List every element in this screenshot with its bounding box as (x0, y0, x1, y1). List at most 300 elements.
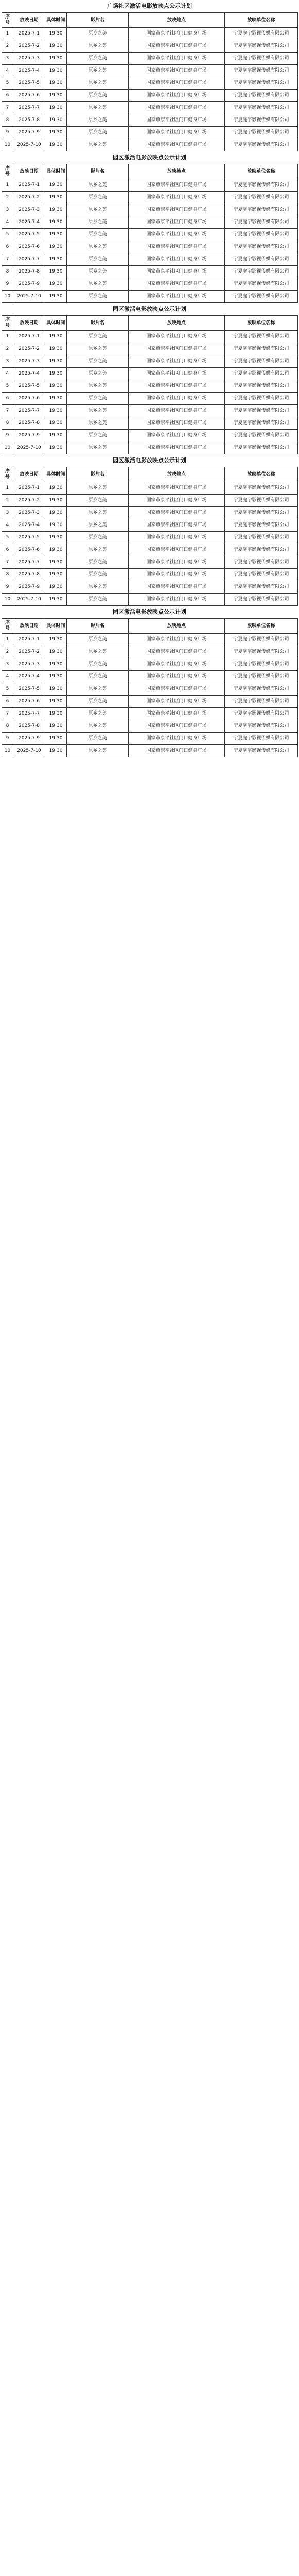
section-title: 广场社区激活电影放映点公示计划 (107, 3, 192, 9)
cell-time: 19:30 (45, 683, 67, 696)
cell-film: 原乡之美 (67, 192, 129, 204)
cell-time: 19:30 (45, 192, 67, 204)
cell-no: 6 (2, 544, 13, 556)
cell-time: 19:30 (45, 671, 67, 683)
cell-no: 7 (2, 102, 13, 114)
cell-unit: 宁夏庭宇影视传媒有限公司 (225, 720, 298, 733)
cell-place: 国家市康平社区门口健身广场 (129, 204, 225, 216)
column-header-place: 放映地点 (129, 13, 225, 28)
cell-time: 19:30 (45, 594, 67, 606)
table-row (2, 720, 298, 733)
table-row (2, 634, 298, 646)
schedule-table (2, 12, 298, 151)
cell-time: 19:30 (45, 745, 67, 757)
cell-place: 国家市康平社区门口健身广场 (129, 278, 225, 291)
cell-time: 19:30 (45, 216, 67, 229)
cell-place: 国家市康平社区门口健身广场 (129, 532, 225, 544)
cell-time: 19:30 (45, 519, 67, 532)
table-row (2, 708, 298, 720)
cell-no: 5 (2, 532, 13, 544)
cell-no: 4 (2, 368, 13, 380)
table-row (2, 179, 298, 192)
cell-film: 原乡之美 (67, 405, 129, 417)
column-header-film: 影片名 (67, 164, 129, 179)
cell-no: 8 (2, 720, 13, 733)
cell-film: 原乡之美 (67, 507, 129, 519)
cell-time: 19:30 (45, 266, 67, 278)
cell-place: 国家市康平社区门口健身广场 (129, 102, 225, 114)
column-header-place: 放映地点 (129, 467, 225, 482)
table-row (2, 114, 298, 127)
cell-time: 19:30 (45, 40, 67, 53)
cell-film: 原乡之美 (67, 671, 129, 683)
table-row (2, 495, 298, 507)
cell-no: 4 (2, 216, 13, 229)
cell-time: 19:30 (45, 581, 67, 594)
cell-no: 7 (2, 253, 13, 266)
cell-place: 国家市康平社区门口健身广场 (129, 696, 225, 708)
table-row (2, 532, 298, 544)
cell-date: 2025-7-5 (13, 532, 45, 544)
cell-film: 原乡之美 (67, 266, 129, 278)
table-row (2, 482, 298, 495)
cell-place: 国家市康平社区门口健身广场 (129, 417, 225, 430)
table-row (2, 556, 298, 569)
cell-film: 原乡之美 (67, 532, 129, 544)
cell-unit: 宁夏庭宇影视传媒有限公司 (225, 90, 298, 102)
table-row (2, 683, 298, 696)
cell-date: 2025-7-1 (13, 331, 45, 343)
cell-place: 国家市康平社区门口健身广场 (129, 28, 225, 40)
cell-no: 9 (2, 278, 13, 291)
cell-date: 2025-7-6 (13, 90, 45, 102)
schedule-table (2, 618, 298, 757)
cell-unit: 宁夏庭宇影视传媒有限公司 (225, 253, 298, 266)
cell-date: 2025-7-10 (13, 139, 45, 151)
table-row (2, 594, 298, 606)
table-row (2, 253, 298, 266)
cell-date: 2025-7-9 (13, 733, 45, 745)
cell-unit: 宁夏庭宇影视传媒有限公司 (225, 708, 298, 720)
column-header-time: 具体时间 (45, 164, 67, 179)
column-header-time: 具体时间 (45, 619, 67, 634)
cell-date: 2025-7-7 (13, 556, 45, 569)
cell-date: 2025-7-2 (13, 343, 45, 355)
cell-date: 2025-7-2 (13, 40, 45, 53)
cell-unit: 宁夏庭宇影视传媒有限公司 (225, 380, 298, 393)
column-header-film: 影片名 (67, 316, 129, 331)
cell-no: 4 (2, 65, 13, 77)
cell-date: 2025-7-4 (13, 519, 45, 532)
cell-place: 国家市康平社区门口健身广场 (129, 594, 225, 606)
column-header-date: 放映日期 (13, 619, 45, 634)
cell-place: 国家市康平社区门口健身广场 (129, 430, 225, 442)
cell-time: 19:30 (45, 380, 67, 393)
cell-place: 国家市康平社区门口健身广场 (129, 114, 225, 127)
column-header-no: 序号 (2, 13, 13, 28)
table-row (2, 519, 298, 532)
cell-no: 7 (2, 708, 13, 720)
cell-unit: 宁夏庭宇影视传媒有限公司 (225, 368, 298, 380)
cell-place: 国家市康平社区门口健身广场 (129, 139, 225, 151)
cell-place: 国家市康平社区门口健身广场 (129, 544, 225, 556)
table-row (2, 65, 298, 77)
cell-no: 3 (2, 355, 13, 368)
cell-date: 2025-7-1 (13, 179, 45, 192)
table-row (2, 291, 298, 303)
cell-place: 国家市康平社区门口健身广场 (129, 646, 225, 658)
cell-time: 19:30 (45, 442, 67, 454)
cell-no: 10 (2, 139, 13, 151)
cell-date: 2025-7-10 (13, 745, 45, 757)
cell-time: 19:30 (45, 179, 67, 192)
cell-time: 19:30 (45, 53, 67, 65)
cell-no: 2 (2, 495, 13, 507)
cell-no: 7 (2, 405, 13, 417)
cell-unit: 宁夏庭宇影视传媒有限公司 (225, 28, 298, 40)
cell-unit: 宁夏庭宇影视传媒有限公司 (225, 430, 298, 442)
cell-place: 国家市康平社区门口健身广场 (129, 90, 225, 102)
cell-no: 6 (2, 696, 13, 708)
cell-date: 2025-7-7 (13, 405, 45, 417)
cell-date: 2025-7-6 (13, 544, 45, 556)
cell-no: 3 (2, 507, 13, 519)
table-row (2, 216, 298, 229)
cell-date: 2025-7-5 (13, 77, 45, 90)
cell-time: 19:30 (45, 28, 67, 40)
cell-place: 国家市康平社区门口健身广场 (129, 216, 225, 229)
table-row (2, 192, 298, 204)
cell-film: 原乡之美 (67, 343, 129, 355)
cell-date: 2025-7-5 (13, 229, 45, 241)
table-header-row (2, 164, 298, 179)
cell-date: 2025-7-10 (13, 594, 45, 606)
cell-unit: 宁夏庭宇影视传媒有限公司 (225, 519, 298, 532)
cell-no: 7 (2, 556, 13, 569)
cell-unit: 宁夏庭宇影视传媒有限公司 (225, 393, 298, 405)
cell-date: 2025-7-9 (13, 430, 45, 442)
cell-time: 19:30 (45, 646, 67, 658)
cell-no: 4 (2, 671, 13, 683)
table-row (2, 569, 298, 581)
column-header-time: 具体时间 (45, 316, 67, 331)
cell-film: 原乡之美 (67, 77, 129, 90)
cell-time: 19:30 (45, 343, 67, 355)
cell-film: 原乡之美 (67, 102, 129, 114)
cell-date: 2025-7-6 (13, 393, 45, 405)
table-row (2, 102, 298, 114)
cell-place: 国家市康平社区门口健身广场 (129, 482, 225, 495)
cell-date: 2025-7-4 (13, 65, 45, 77)
table-header-row (2, 619, 298, 634)
cell-date: 2025-7-8 (13, 114, 45, 127)
column-header-unit: 放映单位名称 (225, 13, 298, 28)
cell-film: 原乡之美 (67, 745, 129, 757)
table-row (2, 405, 298, 417)
cell-date: 2025-7-3 (13, 355, 45, 368)
cell-place: 国家市康平社区门口健身广场 (129, 53, 225, 65)
table-row (2, 229, 298, 241)
cell-date: 2025-7-9 (13, 278, 45, 291)
column-header-place: 放映地点 (129, 619, 225, 634)
cell-unit: 宁夏庭宇影视传媒有限公司 (225, 40, 298, 53)
cell-date: 2025-7-10 (13, 291, 45, 303)
cell-place: 国家市康平社区门口健身广场 (129, 355, 225, 368)
cell-time: 19:30 (45, 569, 67, 581)
table-row (2, 266, 298, 278)
table-row (2, 442, 298, 454)
column-header-film: 影片名 (67, 13, 129, 28)
cell-no: 5 (2, 683, 13, 696)
table-row (2, 28, 298, 40)
cell-place: 国家市康平社区门口健身广场 (129, 442, 225, 454)
table-row (2, 127, 298, 139)
cell-place: 国家市康平社区门口健身广场 (129, 343, 225, 355)
cell-no: 10 (2, 594, 13, 606)
column-header-unit: 放映单位名称 (225, 316, 298, 331)
cell-unit: 宁夏庭宇影视传媒有限公司 (225, 266, 298, 278)
cell-film: 原乡之美 (67, 708, 129, 720)
cell-film: 原乡之美 (67, 556, 129, 569)
cell-unit: 宁夏庭宇影视传媒有限公司 (225, 229, 298, 241)
cell-time: 19:30 (45, 507, 67, 519)
cell-place: 国家市康平社区门口健身广场 (129, 581, 225, 594)
cell-no: 8 (2, 417, 13, 430)
cell-place: 国家市康平社区门口健身广场 (129, 266, 225, 278)
cell-date: 2025-7-8 (13, 266, 45, 278)
cell-date: 2025-7-3 (13, 658, 45, 671)
table-row (2, 331, 298, 343)
cell-place: 国家市康平社区门口健身广场 (129, 556, 225, 569)
table-row (2, 40, 298, 53)
cell-time: 19:30 (45, 77, 67, 90)
cell-unit: 宁夏庭宇影视传媒有限公司 (225, 507, 298, 519)
table-row (2, 343, 298, 355)
cell-no: 6 (2, 241, 13, 253)
cell-unit: 宁夏庭宇影视传媒有限公司 (225, 745, 298, 757)
cell-date: 2025-7-6 (13, 696, 45, 708)
cell-time: 19:30 (45, 556, 67, 569)
cell-no: 9 (2, 430, 13, 442)
cell-unit: 宁夏庭宇影视传媒有限公司 (225, 241, 298, 253)
cell-date: 2025-7-8 (13, 720, 45, 733)
cell-no: 1 (2, 179, 13, 192)
cell-date: 2025-7-10 (13, 442, 45, 454)
cell-place: 国家市康平社区门口健身广场 (129, 569, 225, 581)
schedule-table (2, 164, 298, 303)
cell-place: 国家市康平社区门口健身广场 (129, 291, 225, 303)
cell-film: 原乡之美 (67, 733, 129, 745)
cell-unit: 宁夏庭宇影视传媒有限公司 (225, 696, 298, 708)
column-header-no: 序号 (2, 619, 13, 634)
cell-no: 10 (2, 291, 13, 303)
cell-film: 原乡之美 (67, 519, 129, 532)
cell-date: 2025-7-3 (13, 507, 45, 519)
cell-film: 原乡之美 (67, 127, 129, 139)
table-row (2, 646, 298, 658)
cell-no: 5 (2, 229, 13, 241)
cell-place: 国家市康平社区门口健身广场 (129, 40, 225, 53)
cell-no: 6 (2, 90, 13, 102)
cell-unit: 宁夏庭宇影视传媒有限公司 (225, 204, 298, 216)
table-row (2, 745, 298, 757)
column-header-film: 影片名 (67, 619, 129, 634)
cell-no: 3 (2, 204, 13, 216)
table-row (2, 544, 298, 556)
cell-time: 19:30 (45, 634, 67, 646)
cell-date: 2025-7-2 (13, 495, 45, 507)
cell-no: 4 (2, 519, 13, 532)
cell-place: 国家市康平社区门口健身广场 (129, 634, 225, 646)
table-row (2, 204, 298, 216)
cell-no: 9 (2, 733, 13, 745)
table-row (2, 658, 298, 671)
table-row (2, 355, 298, 368)
cell-place: 国家市康平社区门口健身广场 (129, 745, 225, 757)
cell-unit: 宁夏庭宇影视传媒有限公司 (225, 671, 298, 683)
cell-time: 19:30 (45, 482, 67, 495)
cell-film: 原乡之美 (67, 331, 129, 343)
table-row (2, 53, 298, 65)
cell-place: 国家市康平社区门口健身广场 (129, 368, 225, 380)
cell-film: 原乡之美 (67, 355, 129, 368)
cell-time: 19:30 (45, 430, 67, 442)
cell-time: 19:30 (45, 393, 67, 405)
cell-film: 原乡之美 (67, 40, 129, 53)
column-header-place: 放映地点 (129, 164, 225, 179)
cell-place: 国家市康平社区门口健身广场 (129, 229, 225, 241)
cell-place: 国家市康平社区门口健身广场 (129, 683, 225, 696)
table-row (2, 368, 298, 380)
cell-no: 9 (2, 127, 13, 139)
cell-place: 国家市康平社区门口健身广场 (129, 671, 225, 683)
cell-place: 国家市康平社区门口健身广场 (129, 405, 225, 417)
cell-date: 2025-7-7 (13, 102, 45, 114)
column-header-unit: 放映单位名称 (225, 467, 298, 482)
cell-time: 19:30 (45, 355, 67, 368)
table-row (2, 380, 298, 393)
cell-place: 国家市康平社区门口健身广场 (129, 720, 225, 733)
table-row (2, 278, 298, 291)
cell-date: 2025-7-2 (13, 646, 45, 658)
cell-film: 原乡之美 (67, 65, 129, 77)
cell-no: 1 (2, 634, 13, 646)
schedule-table (2, 315, 298, 454)
cell-film: 原乡之美 (67, 368, 129, 380)
column-header-no: 序号 (2, 467, 13, 482)
cell-unit: 宁夏庭宇影视传媒有限公司 (225, 581, 298, 594)
cell-date: 2025-7-4 (13, 216, 45, 229)
cell-time: 19:30 (45, 114, 67, 127)
cell-time: 19:30 (45, 278, 67, 291)
cell-time: 19:30 (45, 127, 67, 139)
table-row (2, 430, 298, 442)
cell-no: 3 (2, 658, 13, 671)
cell-film: 原乡之美 (67, 53, 129, 65)
cell-film: 原乡之美 (67, 241, 129, 253)
cell-unit: 宁夏庭宇影视传媒有限公司 (225, 634, 298, 646)
cell-place: 国家市康平社区门口健身广场 (129, 658, 225, 671)
cell-time: 19:30 (45, 331, 67, 343)
cell-place: 国家市康平社区门口健身广场 (129, 65, 225, 77)
cell-no: 8 (2, 266, 13, 278)
cell-date: 2025-7-7 (13, 253, 45, 266)
column-header-no: 序号 (2, 316, 13, 331)
cell-film: 原乡之美 (67, 495, 129, 507)
cell-unit: 宁夏庭宇影视传媒有限公司 (225, 216, 298, 229)
cell-time: 19:30 (45, 368, 67, 380)
cell-date: 2025-7-9 (13, 581, 45, 594)
cell-unit: 宁夏庭宇影视传媒有限公司 (225, 683, 298, 696)
cell-unit: 宁夏庭宇影视传媒有限公司 (225, 355, 298, 368)
cell-date: 2025-7-9 (13, 127, 45, 139)
cell-time: 19:30 (45, 544, 67, 556)
cell-film: 原乡之美 (67, 380, 129, 393)
table-row (2, 77, 298, 90)
table-header-row (2, 467, 298, 482)
table-row (2, 581, 298, 594)
cell-time: 19:30 (45, 65, 67, 77)
cell-date: 2025-7-1 (13, 634, 45, 646)
document-page (0, 0, 299, 757)
cell-place: 国家市康平社区门口健身广场 (129, 507, 225, 519)
cell-time: 19:30 (45, 405, 67, 417)
cell-date: 2025-7-8 (13, 417, 45, 430)
cell-time: 19:30 (45, 733, 67, 745)
cell-date: 2025-7-5 (13, 683, 45, 696)
cell-time: 19:30 (45, 658, 67, 671)
cell-unit: 宁夏庭宇影视传媒有限公司 (225, 495, 298, 507)
cell-no: 1 (2, 482, 13, 495)
cell-unit: 宁夏庭宇影视传媒有限公司 (225, 417, 298, 430)
cell-date: 2025-7-3 (13, 204, 45, 216)
schedule-table (2, 467, 298, 606)
cell-no: 5 (2, 77, 13, 90)
column-header-unit: 放映单位名称 (225, 619, 298, 634)
column-header-unit: 放映单位名称 (225, 164, 298, 179)
cell-film: 原乡之美 (67, 482, 129, 495)
cell-place: 国家市康平社区门口健身广场 (129, 192, 225, 204)
cell-time: 19:30 (45, 532, 67, 544)
cell-place: 国家市康平社区门口健身广场 (129, 179, 225, 192)
cell-time: 19:30 (45, 708, 67, 720)
cell-place: 国家市康平社区门口健身广场 (129, 393, 225, 405)
cell-film: 原乡之美 (67, 634, 129, 646)
cell-unit: 宁夏庭宇影视传媒有限公司 (225, 482, 298, 495)
cell-unit: 宁夏庭宇影视传媒有限公司 (225, 556, 298, 569)
cell-unit: 宁夏庭宇影视传媒有限公司 (225, 646, 298, 658)
column-header-time: 具体时间 (45, 467, 67, 482)
table-row (2, 90, 298, 102)
cell-no: 6 (2, 393, 13, 405)
column-header-time: 具体时间 (45, 13, 67, 28)
column-header-no: 序号 (2, 164, 13, 179)
table-row (2, 733, 298, 745)
cell-no: 10 (2, 745, 13, 757)
cell-unit: 宁夏庭宇影视传媒有限公司 (225, 594, 298, 606)
column-header-date: 放映日期 (13, 316, 45, 331)
cell-date: 2025-7-1 (13, 482, 45, 495)
cell-no: 2 (2, 40, 13, 53)
table-row (2, 393, 298, 405)
cell-unit: 宁夏庭宇影视传媒有限公司 (225, 192, 298, 204)
cell-film: 原乡之美 (67, 114, 129, 127)
cell-place: 国家市康平社区门口健身广场 (129, 708, 225, 720)
cell-film: 原乡之美 (67, 139, 129, 151)
cell-unit: 宁夏庭宇影视传媒有限公司 (225, 139, 298, 151)
cell-unit: 宁夏庭宇影视传媒有限公司 (225, 291, 298, 303)
cell-time: 19:30 (45, 417, 67, 430)
